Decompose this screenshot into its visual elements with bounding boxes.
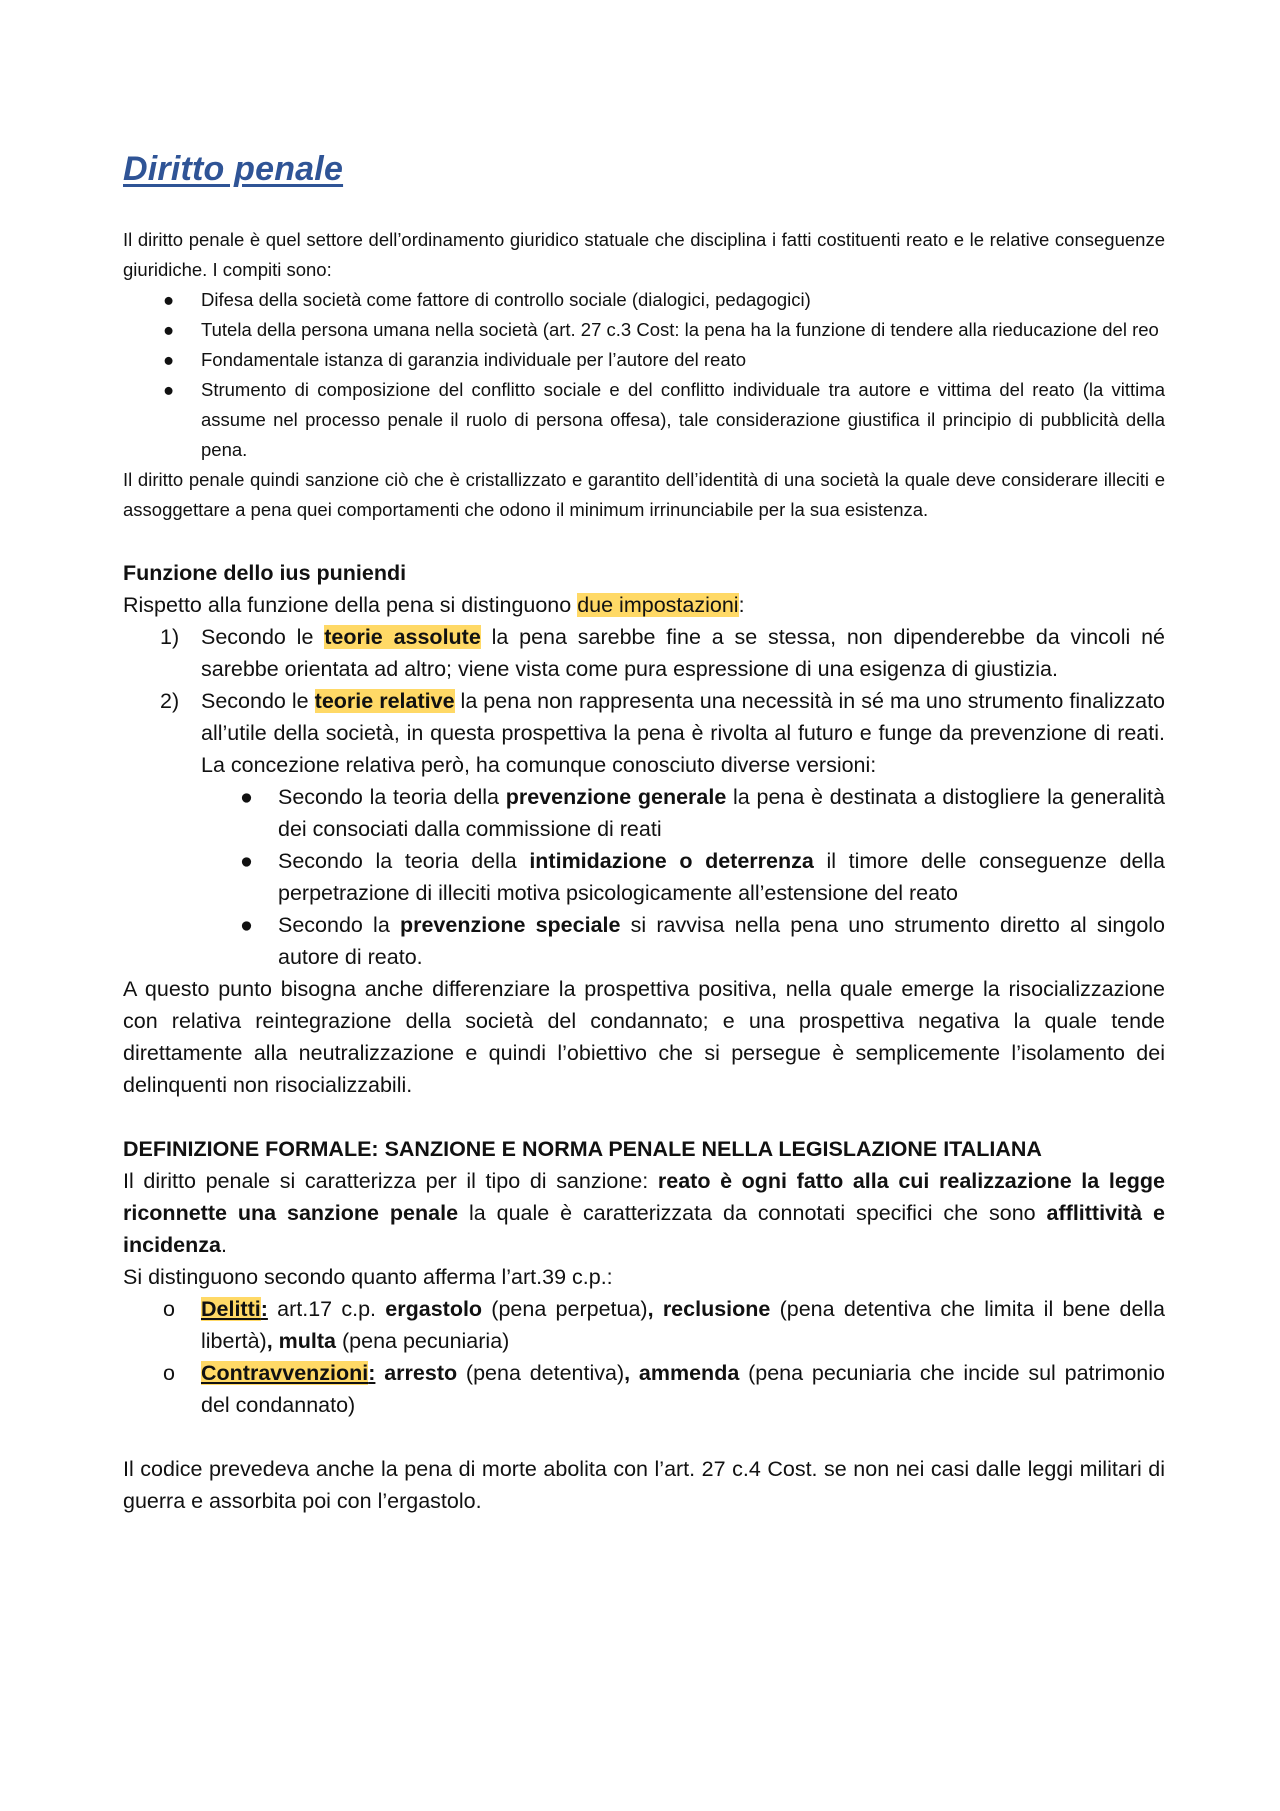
versions-list [123,781,1165,973]
list-item: ● Strumento di composizione del conflitto sociale e del conflitto individuale tra autore e vittima del reato (la vittima assume nel processo penale il ruolo di persona offesa), tale considerazione giustifica il principio di pubblicità della pena. [123,375,1165,465]
definition-heading: DEFINIZIONE FORMALE: SANZIONE E NORMA PENALE NELLA LEGISLAZIONE ITALIANA [123,1137,1042,1161]
final-paragraph: Il codice prevedeva anche la pena di morte abolita con l’art. 27 c.4 Cost. se non nei casi dalle leggi militari di guerra e assorbita poi con l’ergastolo. [123,1457,1165,1513]
highlight: Contravvenzioni [201,1361,369,1385]
bullet-icon: ● [163,319,175,340]
bullet-icon: ● [240,913,253,937]
list-item: o Delitti: art.17 c.p. ergastolo (pena perpetua), reclusione (pena detentiva che limita il bene della libertà), multa (pena pecuniaria) [123,1293,1165,1357]
list-item: ● Fondamentale istanza di garanzia individuale per l’autore del reato [123,345,1165,375]
definition-section [123,1133,1165,1517]
intro-section [123,225,1165,525]
theories-list [123,621,1165,781]
list-item: 1) Secondo le teorie assolute la pena sarebbe fine a se stessa, non dipenderebbe da vincoli né sarebbe orientata ad altro; viene vista come pura espressione di una esigenza di giustizia. [160,625,1166,681]
ius-lead: Rispetto alla funzione della pena si distinguono due impostazioni: [123,593,745,617]
highlight: teorie relative [314,689,455,713]
distinction-lead: Si distinguono secondo quanto afferma l’art.39 c.p.: [123,1265,613,1289]
bullet-icon: ● [163,289,175,310]
list-item: o Contravvenzioni: arresto (pena detentiva), ammenda (pena pecuniaria che incide sul patrimonio del condannato) [123,1357,1165,1421]
bullet-icon: ● [240,785,253,809]
highlight: teorie assolute [324,625,481,649]
circle-bullet-icon: o [163,1297,175,1321]
bullet-icon: ● [163,349,175,370]
intro-paragraph: Il diritto penale è quel settore dell’ordinamento giuridico statuale che disciplina i fatti costituenti reato e le relative conseguenze giuridiche. I compiti sono: [123,229,1165,280]
offence-types-list [123,1293,1165,1421]
bullet-icon: ● [240,849,253,873]
list-item: ● Tutela della persona umana nella società (art. 27 c.3 Cost: la pena ha la funzione di tendere alla rieducazione del reo [123,315,1165,345]
definition-paragraph: Il diritto penale si caratterizza per il tipo di sanzione: reato è ogni fatto alla cui realizzazione la legge riconnette una sanzione penale la quale è caratterizzata da connotati specifici che sono afflittività e incidenza. [123,1169,1165,1257]
list-item: ● Secondo la prevenzione speciale si ravvisa nella pena uno strumento diretto al singolo autore di reato. [123,909,1165,973]
perspective-paragraph: A questo punto bisogna anche differenziare la prospettiva positiva, nella quale emerge la risocializzazione con relativa reintegrazione della società del condannato; e una prospettiva negativa la quale tende direttamente alla neutralizzazione e quindi l’obiettivo che si persegue è semplicemente l’isolamento dei delinquenti non risocializzabili. [123,977,1165,1097]
highlight: due impostazioni [577,593,739,617]
document-body [123,150,1165,1517]
list-item: ● Difesa della società come fattore di controllo sociale (dialogici, pedagogici) [123,285,1165,315]
highlight: Delitti [201,1297,261,1321]
bullet-icon: ● [163,379,175,400]
ius-heading: Funzione dello ius puniendi [123,561,407,585]
page-title: Diritto penale [123,150,344,188]
ius-section [123,557,1165,1101]
tasks-list [123,285,1165,465]
list-item: ● Secondo la teoria della intimidazione o deterrenza il timore delle conseguenze della perpetrazione di illeciti motiva psicologicamente all’estensione del reato [123,845,1165,909]
intro-conclusion: Il diritto penale quindi sanzione ciò che è cristallizzato e garantito dell’identità di una società la quale deve considerare illeciti e assoggettare a pena quei comportamenti che odono il minimum irrinunciabile per la sua esistenza. [123,469,1165,520]
list-item: ● Secondo la teoria della prevenzione generale la pena è destinata a distogliere la generalità dei consociati dalla commissione di reati [123,781,1165,845]
list-item: 2) Secondo le teorie relative la pena non rappresenta una necessità in sé ma uno strumento finalizzato all’utile della società, in questa prospettiva la pena è rivolta al futuro e funge da prevenzione di reati. La concezione relativa però, ha comunque conosciuto diverse versioni: [160,689,1165,777]
circle-bullet-icon: o [163,1361,175,1385]
